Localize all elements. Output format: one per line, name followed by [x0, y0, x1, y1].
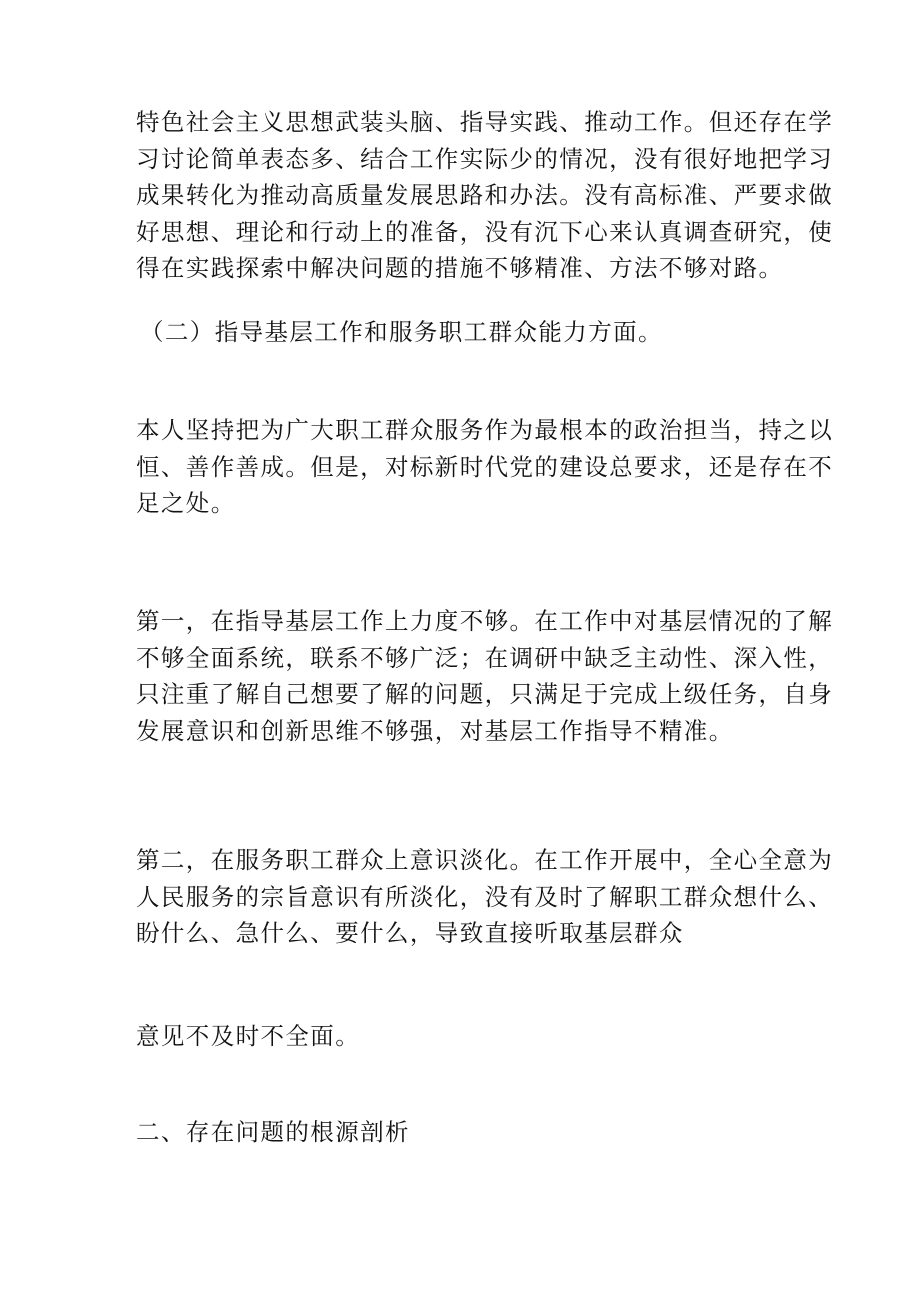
text-line: 第一，在指导基层工作上力度不够。在工作中对基层情况的了解	[136, 607, 834, 635]
text-line: 发展意识和创新思维不够强，对基层工作指导不精准。	[136, 716, 734, 745]
paragraph-first-point	[136, 603, 834, 749]
paragraph-continuation	[136, 1018, 786, 1055]
paragraph-study-shortcomings	[136, 104, 834, 287]
text-line: 盼什么、急什么、要什么，导致直接听取基层群众	[136, 919, 684, 947]
text-line: 不够全面系统，联系不够广泛；在调研中缺乏主动性、深入性，	[136, 643, 834, 672]
text-line: 好思想、理论和行动上的准备，没有沉下心来认真调查研究，使	[136, 217, 834, 246]
subheading-guidance-service	[140, 314, 790, 351]
text-line: 成果转化为推动高质量发展思路和办法。没有高标准、严要求做	[136, 181, 834, 209]
section-heading-text: 二、存在问题的根源剖析	[136, 1118, 410, 1146]
section-heading-root-cause	[136, 1114, 786, 1151]
text-line: 习讨论简单表态多、结合工作实际少的情况，没有很好地把学习	[136, 144, 834, 173]
text-line: 只注重了解自己想要了解的问题，只满足于完成上级任务，自身	[136, 680, 834, 708]
text-line: 本人坚持把为广大职工群众服务作为最根本的政治担当，持之以	[136, 416, 834, 444]
text-line: 得在实践探索中解决问题的措施不够精准、方法不够对路。	[136, 254, 784, 282]
text-line: 人民服务的宗旨意识有所淡化，没有及时了解职工群众想什么、	[136, 882, 834, 911]
text-line: 第二，在服务职工群众上意识淡化。在工作开展中，全心全意为	[136, 846, 834, 874]
paragraph-self-assessment	[136, 412, 834, 522]
text-line: 特色社会主义思想武装头脑、指导实践、推动工作。但还存在学	[136, 108, 834, 136]
paragraph-second-point	[136, 842, 834, 952]
text-line: 足之处。	[136, 489, 236, 517]
subheading-text: （二）指导基层工作和服务职工群众能力方面。	[140, 318, 663, 346]
text-line: 恒、善作善成。但是，对标新时代党的建设总要求，还是存在不	[136, 452, 834, 481]
text-line: 意见不及时不全面。	[136, 1022, 361, 1050]
